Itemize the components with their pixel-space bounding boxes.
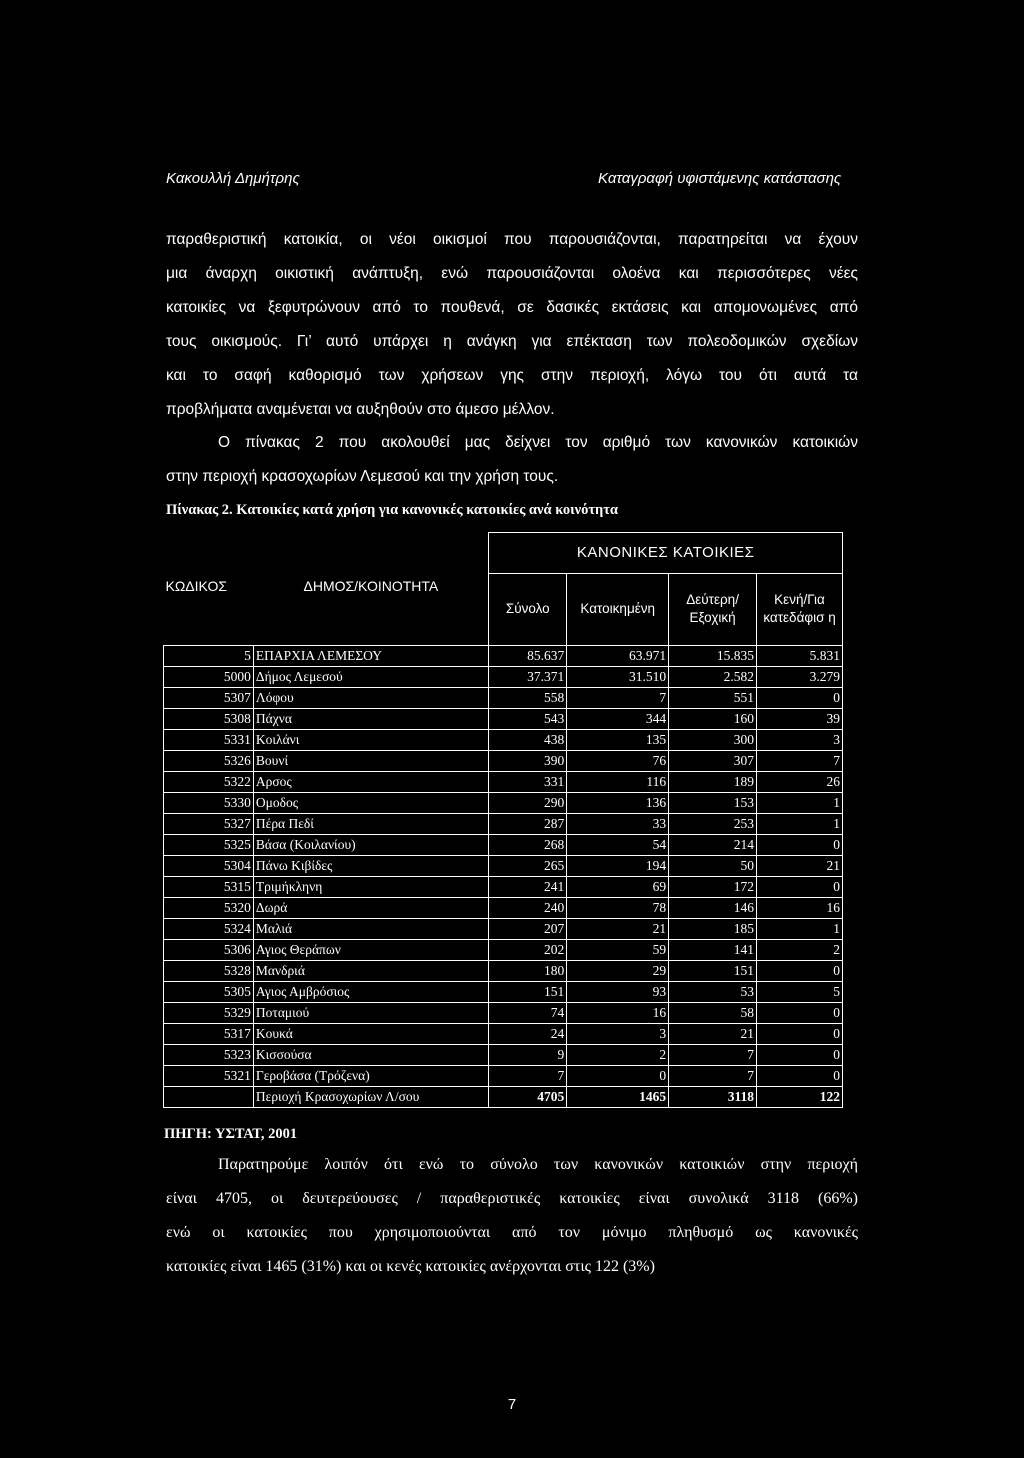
cell-empty: 0: [757, 1045, 843, 1066]
cell-total: 207: [489, 919, 567, 940]
cell-secondary: 307: [669, 751, 757, 772]
cell-occupied: 135: [567, 730, 669, 751]
header-author: Κακουλλή Δημήτρης: [166, 170, 300, 187]
cell-secondary: 189: [669, 772, 757, 793]
cell-empty: 39: [757, 709, 843, 730]
cell-name: ΕΠΑΡΧΙΑ ΛΕΜΕΣΟΥ: [253, 646, 488, 667]
cell-code: 5323: [164, 1045, 254, 1066]
paragraph-line: τους οικισμούς. Γι’ αυτό υπάρχει η ανάγκη για επέκταση των πολεοδομικών σχεδίων: [166, 333, 858, 350]
dwellings-table: [163, 532, 843, 1108]
cell-name: Πάχνα: [253, 709, 488, 730]
table-row: [164, 667, 843, 688]
cell-empty: 26: [757, 772, 843, 793]
cell-name: Αγιος Θεράπων: [253, 940, 488, 961]
cell-total: 180: [489, 961, 567, 982]
table-row: [164, 1045, 843, 1066]
total-row: [164, 1087, 843, 1108]
cell-code: 5325: [164, 835, 254, 856]
cell-secondary: 21: [669, 1024, 757, 1045]
col-header-total: Σύνολο: [489, 573, 567, 646]
cell-empty: 5.831: [757, 646, 843, 667]
cell-empty: 0: [757, 1066, 843, 1087]
cell-secondary: 253: [669, 814, 757, 835]
cell-empty: 1: [757, 919, 843, 940]
table-row: [164, 940, 843, 961]
cell-code: 5304: [164, 856, 254, 877]
cell-total: 558: [489, 688, 567, 709]
cell-occupied: 93: [567, 982, 669, 1003]
total-cell-secondary: 3118: [669, 1087, 757, 1108]
table-row: [164, 856, 843, 877]
table-row: [164, 772, 843, 793]
cell-total: 268: [489, 835, 567, 856]
total-cell-empty: 122: [757, 1087, 843, 1108]
cell-name: Ποταμιού: [253, 1003, 488, 1024]
cell-empty: 1: [757, 793, 843, 814]
cell-occupied: 59: [567, 940, 669, 961]
cell-total: 202: [489, 940, 567, 961]
cell-secondary: 160: [669, 709, 757, 730]
cell-code: 5329: [164, 1003, 254, 1024]
cell-empty: 3.279: [757, 667, 843, 688]
cell-occupied: 63.971: [567, 646, 669, 667]
cell-name: Γεροβάσα (Τρόζενα): [253, 1066, 488, 1087]
cell-occupied: 54: [567, 835, 669, 856]
cell-code: 5307: [164, 688, 254, 709]
cell-secondary: 53: [669, 982, 757, 1003]
cell-name: Βάσα (Κοιλανίου): [253, 835, 488, 856]
table-row: [164, 919, 843, 940]
cell-name: Αγιος Αμβρόσιος: [253, 982, 488, 1003]
cell-occupied: 29: [567, 961, 669, 982]
group-header: ΚΑΝΟΝΙΚΕΣ ΚΑΤΟΙΚΙΕΣ: [489, 533, 843, 574]
cell-secondary: 153: [669, 793, 757, 814]
cell-occupied: 344: [567, 709, 669, 730]
page-number: 7: [507, 1396, 517, 1413]
cell-name: Λόφου: [253, 688, 488, 709]
paragraph-line: μια άναρχη οικιστική ανάπτυξη, ενώ παρουσιάζονται ολοένα και περισσότερες νέες: [166, 265, 858, 282]
cell-code: 5320: [164, 898, 254, 919]
cell-total: 7: [489, 1066, 567, 1087]
cell-total: 37.371: [489, 667, 567, 688]
cell-total: 240: [489, 898, 567, 919]
table-row: [164, 1066, 843, 1087]
cell-empty: 0: [757, 877, 843, 898]
col-header-municipality: ΔΗΜΟΣ/ΚΟΙΝΟΤΗΤΑ: [303, 578, 439, 594]
cell-name: Τριμήκληνη: [253, 877, 488, 898]
cell-empty: 0: [757, 688, 843, 709]
cell-code: 5: [164, 646, 254, 667]
cell-secondary: 146: [669, 898, 757, 919]
col-header-empty: Κενή/Για κατεδάφισ η: [757, 573, 843, 646]
cell-code: 5000: [164, 667, 254, 688]
cell-secondary: 15.835: [669, 646, 757, 667]
paragraph-line: παραθεριστική κατοικία, οι νέοι οικισμοί που παρουσιάζονται, παρατηρείται να έχουν: [166, 231, 858, 248]
cell-occupied: 136: [567, 793, 669, 814]
cell-empty: 0: [757, 1003, 843, 1024]
cell-secondary: 7: [669, 1066, 757, 1087]
paragraph-2: [166, 426, 858, 494]
cell-empty: 1: [757, 814, 843, 835]
cell-total: 438: [489, 730, 567, 751]
cell-name: Πάνω Κιβίδες: [253, 856, 488, 877]
cell-total: 331: [489, 772, 567, 793]
paragraph-line: είναι 4705, οι δευτερεύουσες / παραθεριστικές κατοικίες είναι συνολικά 3118 (66%): [166, 1190, 858, 1207]
cell-occupied: 33: [567, 814, 669, 835]
table-row: [164, 1003, 843, 1024]
cell-code: 5331: [164, 730, 254, 751]
cell-code: 5322: [164, 772, 254, 793]
paragraph-line: προβλήματα αναμένεται να αυξηθούν στο άμεσο μέλλον.: [166, 401, 555, 418]
cell-total: 290: [489, 793, 567, 814]
cell-empty: 0: [757, 1024, 843, 1045]
cell-name: Ομοδος: [253, 793, 488, 814]
cell-secondary: 50: [669, 856, 757, 877]
table-row: [164, 961, 843, 982]
paragraph-line: Παρατηρούμε λοιπόν ότι ενώ το σύνολο των κανονικών κατοικιών στην περιοχή: [218, 1156, 858, 1173]
cell-secondary: 7: [669, 1045, 757, 1066]
table-row: [164, 730, 843, 751]
table-row: [164, 814, 843, 835]
cell-empty: 7: [757, 751, 843, 772]
cell-secondary: 300: [669, 730, 757, 751]
table-source: ΠΗΓΗ: ΥΣΤΑΤ, 2001: [164, 1126, 298, 1142]
cell-code: 5330: [164, 793, 254, 814]
cell-empty: 5: [757, 982, 843, 1003]
cell-total: 85.637: [489, 646, 567, 667]
cell-name: Κοιλάνι: [253, 730, 488, 751]
paragraph-line: κατοικίες είναι 1465 (31%) και οι κενές κατοικίες ανέρχονται στις 122 (3%): [166, 1258, 655, 1275]
cell-code: 5324: [164, 919, 254, 940]
col-header-code: ΚΩΔΙΚΟΣ: [165, 578, 227, 594]
col-header-occupied: Κατοικημένη: [567, 573, 669, 646]
col-header-secondary: Δεύτερη/ Εξοχική: [669, 573, 757, 646]
cell-code: 5308: [164, 709, 254, 730]
cell-occupied: 7: [567, 688, 669, 709]
cell-name: Αρσος: [253, 772, 488, 793]
total-cell-name: Περιοχή Κρασοχωρίων Λ/σου: [253, 1087, 488, 1108]
paragraph-line: ενώ οι κατοικίες που χρησιμοποιούνται από τον μόνιμο πληθυσμό ως κανονικές: [166, 1224, 858, 1241]
cell-empty: 2: [757, 940, 843, 961]
cell-total: 24: [489, 1024, 567, 1045]
conclusion-paragraph: [166, 1148, 858, 1284]
cell-name: Κισσούσα: [253, 1045, 488, 1066]
cell-total: 390: [489, 751, 567, 772]
cell-name: Δωρά: [253, 898, 488, 919]
table-row: [164, 688, 843, 709]
cell-code: 5327: [164, 814, 254, 835]
cell-total: 74: [489, 1003, 567, 1024]
cell-occupied: 3: [567, 1024, 669, 1045]
table-caption: Πίνακας 2. Κατοικίες κατά χρήση για κανονικές κατοικίες ανά κοινότητα: [166, 502, 619, 518]
table-row: [164, 793, 843, 814]
cell-empty: 0: [757, 835, 843, 856]
cell-total: 287: [489, 814, 567, 835]
cell-code: 5306: [164, 940, 254, 961]
cell-secondary: 185: [669, 919, 757, 940]
table-row: [164, 898, 843, 919]
cell-code: 5317: [164, 1024, 254, 1045]
cell-secondary: 2.582: [669, 667, 757, 688]
cell-occupied: 78: [567, 898, 669, 919]
cell-occupied: 116: [567, 772, 669, 793]
cell-name: Μανδριά: [253, 961, 488, 982]
table-row: [164, 982, 843, 1003]
cell-occupied: 31.510: [567, 667, 669, 688]
paragraph-line: και το σαφή καθορισμό των χρήσεων γης στην περιοχή, λόγω του ότι αυτά τα: [166, 367, 858, 384]
cell-occupied: 69: [567, 877, 669, 898]
cell-occupied: 16: [567, 1003, 669, 1024]
header-section-title: Καταγραφή υφιστάμενης κατάστασης: [598, 170, 842, 187]
cell-name: Κουκά: [253, 1024, 488, 1045]
cell-code: 5315: [164, 877, 254, 898]
table-row: [164, 835, 843, 856]
cell-occupied: 21: [567, 919, 669, 940]
paragraph-line: Ο πίνακας 2 που ακολουθεί μας δείχνει τον αριθμό των κανονικών κατοικιών: [218, 434, 858, 451]
cell-code: 5321: [164, 1066, 254, 1087]
cell-total: 151: [489, 982, 567, 1003]
cell-empty: 16: [757, 898, 843, 919]
paragraph-line: κατοικίες να ξεφυτρώνουν από το πουθενά, σε δασικές εκτάσεις και απομονωμένες από: [166, 299, 858, 316]
cell-name: Πέρα Πεδί: [253, 814, 488, 835]
cell-occupied: 194: [567, 856, 669, 877]
cell-total: 543: [489, 709, 567, 730]
table-row: [164, 751, 843, 772]
cell-code: 5326: [164, 751, 254, 772]
paragraph-1: [166, 223, 858, 427]
cell-empty: 3: [757, 730, 843, 751]
cell-total: 241: [489, 877, 567, 898]
cell-name: Βουνί: [253, 751, 488, 772]
cell-code: [164, 1087, 254, 1108]
cell-total: 265: [489, 856, 567, 877]
cell-total: 9: [489, 1045, 567, 1066]
cell-empty: 0: [757, 961, 843, 982]
cell-occupied: 2: [567, 1045, 669, 1066]
cell-code: 5328: [164, 961, 254, 982]
cell-occupied: 0: [567, 1066, 669, 1087]
cell-empty: 21: [757, 856, 843, 877]
paragraph-line: στην περιοχή κρασοχωρίων Λεμεσού και την χρήση τους.: [166, 468, 559, 485]
cell-name: Δήμος Λεμεσού: [253, 667, 488, 688]
cell-secondary: 551: [669, 688, 757, 709]
total-cell-total: 4705: [489, 1087, 567, 1108]
table-row: [164, 709, 843, 730]
cell-secondary: 58: [669, 1003, 757, 1024]
cell-code: 5305: [164, 982, 254, 1003]
cell-secondary: 214: [669, 835, 757, 856]
cell-secondary: 141: [669, 940, 757, 961]
cell-secondary: 151: [669, 961, 757, 982]
table-row: [164, 1024, 843, 1045]
table-row: [164, 877, 843, 898]
table-row: [164, 646, 843, 667]
cell-name: Μαλιά: [253, 919, 488, 940]
total-cell-occupied: 1465: [567, 1087, 669, 1108]
cell-secondary: 172: [669, 877, 757, 898]
cell-occupied: 76: [567, 751, 669, 772]
